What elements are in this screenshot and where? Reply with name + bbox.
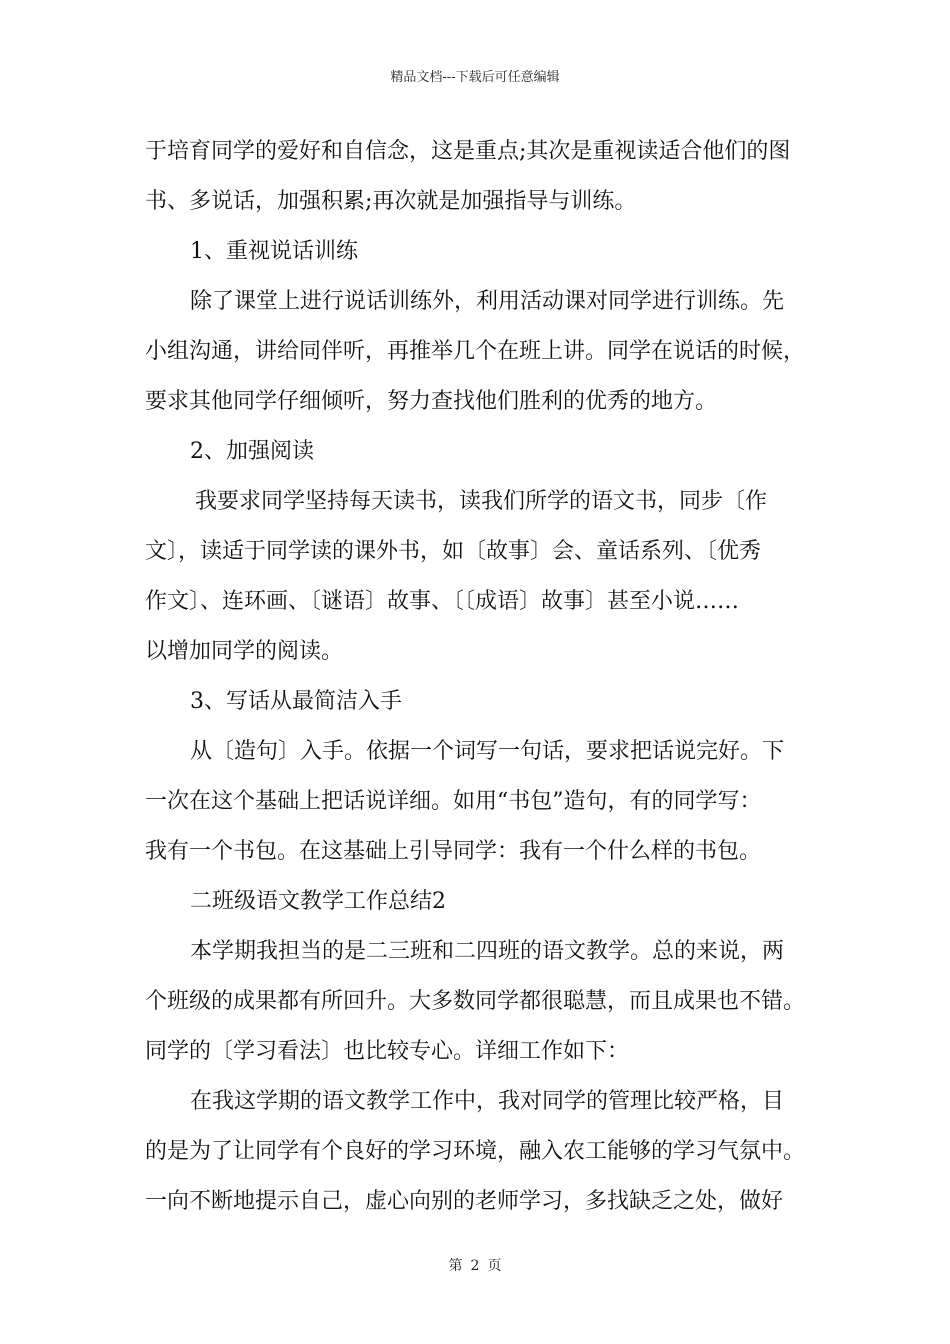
body-line: 要求其他同学仔细倾听，努力查找他们胜利的优秀的地方。 xyxy=(145,389,718,414)
body-line: 从〔造句〕入手。依据一个词写一句话，要求把话说完好。下 xyxy=(190,739,785,764)
section-heading: 1、重视说话训练 xyxy=(190,239,358,264)
body-line: 作文〕、连环画、〔谜语〕故事、〔〔成语〕故事〕甚至小说…… xyxy=(145,589,740,614)
body-line: 的是为了让同学有个良好的学习环境，融入农工能够的学习气氛中。 xyxy=(145,1139,806,1164)
body-line: 在我这学期的语文教学工作中，我对同学的管理比较严格，目 xyxy=(190,1089,785,1114)
body-line: 文〕，读适于同学读的课外书，如〔故事〕会、童话系列、〔优秀 xyxy=(145,539,762,564)
body-line: 一向不断地提示自己，虚心向别的老师学习，多找缺乏之处，做好 xyxy=(145,1189,784,1214)
page-header: 精品文档---下载后可任意编辑 xyxy=(390,70,560,85)
body-line: 我有一个书包。在这基础上引导同学：我有一个什么样的书包。 xyxy=(145,839,762,864)
body-line: 我要求同学坚持每天读书，读我们所学的语文书，同步〔作 xyxy=(195,489,768,514)
body-line: 同学的〔学习看法〕也比较专心。详细工作如下： xyxy=(145,1039,630,1064)
body-line: 小组沟通，讲给同伴听，再推举几个在班上讲。同学在说话的时候， xyxy=(145,339,806,364)
page-footer xyxy=(0,1255,950,1275)
body-line: 于培育同学的爱好和自信念，这是重点;其次是重视读适合他们的图 xyxy=(145,139,791,164)
body-line: 除了课堂上进行说话训练外，利用活动课对同学进行训练。先 xyxy=(190,289,785,314)
section-heading: 2、加强阅读 xyxy=(190,439,314,464)
body-line: 一次在这个基础上把话说详细。如用“书包”造句，有的同学写： xyxy=(145,789,762,814)
body-line: 本学期我担当的是二三班和二四班的语文教学。总的来说，两 xyxy=(190,939,785,964)
section-heading: 二班级语文教学工作总结2 xyxy=(190,889,446,914)
section-heading: 3、写话从最简洁入手 xyxy=(190,689,402,714)
footer-prefix: 第 xyxy=(448,1258,463,1274)
page-number: 2 xyxy=(470,1258,480,1274)
body-line: 个班级的成果都有所回升。大多数同学都很聪慧，而且成果也不错。 xyxy=(145,989,806,1014)
footer-suffix: 页 xyxy=(487,1258,502,1274)
body-line: 书、多说话，加强积累;再次就是加强指导与训练。 xyxy=(145,189,637,214)
body-line: 以增加同学的阅读。 xyxy=(145,639,344,664)
